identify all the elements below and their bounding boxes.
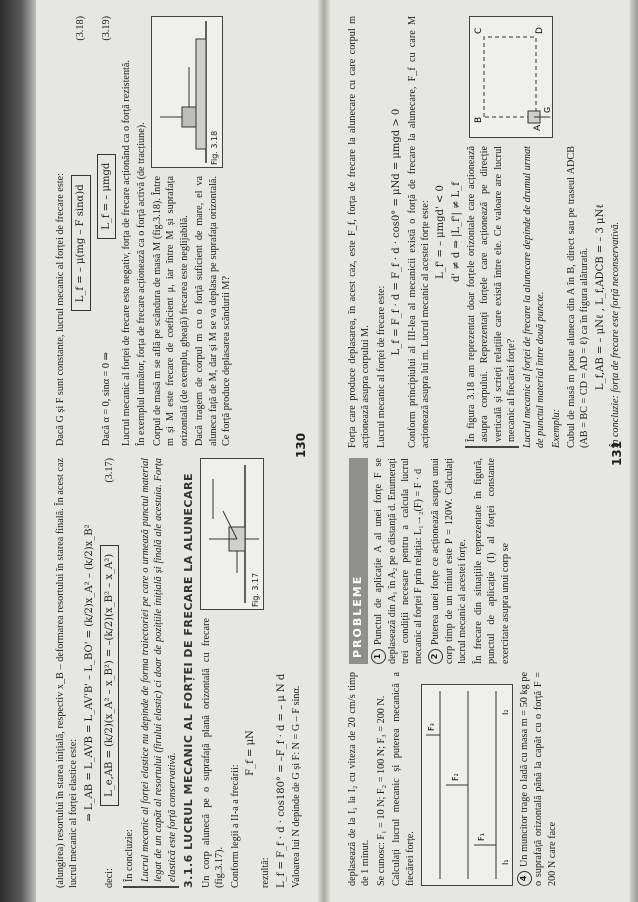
equation-3-17-number: (3.17) <box>103 458 115 483</box>
friction-work: L_f = F_f · d · cos180° = –F_f · d = – μ N d <box>275 673 287 888</box>
board-example-row <box>151 16 236 446</box>
problem-3-text: În frecare din situațiile reprezentate în figură, punctul de aplicație (I) al forței constante exercitate asupra unui corp se <box>472 458 511 664</box>
figure-3-17 <box>200 458 264 610</box>
equation-3-17-row <box>98 458 121 888</box>
cube-example-text <box>465 146 609 448</box>
square-path-drawing <box>470 17 552 137</box>
friction-intro-row <box>200 458 275 888</box>
board-example-p1: Corpul de masă m se află pe scândura de masă M (fig.3.18). Între m și M este frecare de coeficient μ, iar între M și suprafața orizontală (de exemplu, gheață) frecarea este neglijabilă. <box>151 176 190 446</box>
work-label: Lucrul mecanic al forței de frecare este: <box>375 285 387 448</box>
normal-force-note: Valoarea lui N depinde de G și F: N = G – F sinα. <box>290 685 302 888</box>
problem-2-text: Puterea unei forțe ce acționează asupra unui corp timp de un minut este P = 120W. Calculați lucrul mecanic al acestei forțe. <box>429 458 469 664</box>
third-law-text: Conform principiului al III-lea al mecanicii există o forță de frecare la alunecare, F_f cu care M acționează asupra lui m. Lucrul mecanic al acestei forțe este: <box>406 16 431 448</box>
section-title-3-1-6: 3.1.6 LUCRUL MECANIC AL FORȚEI DE FRECARE LA ALUNECARE <box>182 473 196 888</box>
deci-label: deci: <box>103 868 115 888</box>
equation-3-17: L_e,AB = (k/2)(x_A² – x_B²) = –(k/2)(x_B² – x_A²) <box>100 545 119 806</box>
cube-example-row <box>465 16 609 448</box>
label-F1: F₁ <box>477 833 487 841</box>
conclusion-label: În concluzie: <box>124 829 136 882</box>
figure-3-18-caption: Fig. 3.18 <box>210 130 220 165</box>
problem-4-number: 4 <box>517 871 532 886</box>
alpha-zero-text: Dacă α = 0, sinα = 0 ⇒ <box>100 351 112 446</box>
example-equation: L_f,AB = – μNℓ , L_f,ADCB = – 3 μNℓ <box>594 203 606 391</box>
equation-3-19-row <box>95 16 118 446</box>
nonconservative-conclusion: În concluzie: forța de frecare este forță neconservativă. <box>610 221 622 448</box>
problem-3-task: Calculați lucrul mecanic și puterea mecanică a fiecărei forțe. <box>391 672 416 886</box>
problem-4-text: Un muncitor trage o ladă cu masa m = 50 kg pe o suprafață orizontală până la capăt cu o forță F = 200 N care face <box>519 672 558 886</box>
page-number-131: 131 <box>610 440 624 466</box>
figure-3-18 <box>151 16 223 168</box>
board-example-p2: Dacă tragem de corpul m cu o forță suficient de mare, el va aluneca față de M, dar și M se va deplasa pe suprafața orizontală. Ce forță produce deplasarea scândurii M? <box>194 176 232 446</box>
equation-3-19-number: (3.19) <box>100 16 112 41</box>
label-D: D <box>534 27 545 34</box>
problems-header: PROBLEME <box>349 458 368 664</box>
path-dependence-text: Lucrul mecanic al forței de frecare la alunecare depinde de drumul urmat de punctul material între două puncte. <box>521 146 547 448</box>
equation-3-18: L_f = – μ(mg – F sinα)d <box>71 175 90 311</box>
friction-s2: Conform legii a II-a a frecării: <box>229 764 241 888</box>
example-text: Cubul de masă m poate aluneca din A în B, direct sau pe traseul ADCB (AB = BC = CD = AD = ℓ) ca în figura alăturată. <box>566 146 591 448</box>
equation-lab: ⇒ L_AB = L_AVB = L_AV'B' – L_BO' = (k/2)x_A² – (k/2)x_B² <box>83 524 95 822</box>
friction-intro-text <box>200 618 275 888</box>
problem-3-givens: Se cunosc: F₁ = 10 N; F₂ = 100 N; F₃ = 200 N. <box>375 695 387 886</box>
scanner-edge <box>0 0 36 902</box>
page-130-column-1 <box>54 458 312 888</box>
page-130-column-2 <box>54 16 312 446</box>
problem-2 <box>428 458 470 664</box>
friction-const-text: Dacă G și F sunt constante, lucrul mecanic al forței de frecare este: <box>55 173 66 446</box>
board-example-text <box>151 176 236 446</box>
figure-note: În figura 3.18 am reprezentat doar forțele orizontale care acționează asupra corpului. Reprezentați forțele care acționează pe direcție verticală și scrieți relațiile care există între ele. Ce valoare are lucrul mecanic al fiecărei forțe? <box>465 146 519 448</box>
friction-s4: rezultă: <box>260 857 272 888</box>
problem-1-text: Punctul de aplicație A al unei forțe F se deplasează din A₁ în A₂ pe o distanță d. Enumerați trei condiții necesare pentru a calcula lucrul mecanic al forței F prin relația: L₁→₂(F) = F · d <box>372 458 425 664</box>
label-F2: F₂ <box>451 773 461 781</box>
figure-3-17-caption: Fig. 3.17 <box>251 572 261 607</box>
page-131 <box>336 10 628 896</box>
page-131-column-3 <box>346 672 628 886</box>
friction-s1: Un corp alunecă pe o suprafață plană orizontală cu frecare (fig.3.17). <box>200 618 226 888</box>
example-label: Exemplu: <box>550 408 562 448</box>
label-C: C <box>473 27 484 34</box>
equation-inequality: d' ≠ d ⇒ |L_f'| ≠ L_f <box>450 182 462 282</box>
negative-work-text: Lucrul mecanic al forței de frecare este negativ, forța de frecare acționând ca o forță rezistentă. <box>120 60 132 446</box>
problem-4 <box>517 672 559 886</box>
problem-1 <box>371 458 426 664</box>
problem-1-number: 1 <box>371 649 386 664</box>
book-gutter <box>317 0 331 902</box>
equation-3-19: L_f = – μmgd <box>97 154 116 239</box>
equation-3-18-row <box>69 16 92 446</box>
page-edge <box>630 0 638 902</box>
page-131-column-2 <box>346 458 628 664</box>
page-130 <box>44 10 312 896</box>
equation-positive-work: L_f = F_f · d = F_f · d · cos0° = μNd = μmgd > 0 <box>391 108 403 356</box>
equation-3-18-number: (3.18) <box>75 16 87 41</box>
driving-force-text: Forța care produce deplasarea, în acest caz, este F_f, forța de frecare la alunecare cu care corpul m acționează asupra corpului M. <box>347 16 372 448</box>
conclusion-block <box>123 458 179 888</box>
label-I1: I₁ <box>501 859 511 865</box>
elastic-intro: (alungirea) resortului în starea inițială, respectiv x_B – deformarea resortului în starea finală. În acest caz lucrul mecanic al forței elastice este: <box>55 458 80 888</box>
conclusion-text: Lucrul mecanic al forței elastice nu depinde de forma traiectoriei pe care o urmează punctul material legat de un capăt al resortului (firului elastic) ci doar de pozițiile inițială și finală ale acestuia. Forța elastică este forță conservativă. <box>139 458 178 882</box>
label-F3: F₃ <box>427 723 437 731</box>
problem-3-drawing <box>422 685 512 885</box>
label-A: A <box>532 124 543 131</box>
friction-law: F_f = μN <box>244 730 256 776</box>
label-G: G <box>542 106 552 113</box>
problem-2-number: 2 <box>428 649 443 664</box>
label-B: B <box>473 116 484 123</box>
page-number-130: 130 <box>294 432 308 458</box>
problem-3-figure <box>421 684 513 886</box>
problem-3-cont-1: deplasează de la I₁ la I₂ cu viteza de 20 cm/s timp de 1 minut. <box>347 672 372 886</box>
square-path-figure <box>469 16 553 138</box>
equation-negative-work: L_f' = – μmgd' < 0 <box>435 185 447 279</box>
page-131-column-1 <box>346 16 628 448</box>
label-I2: I₂ <box>501 709 511 715</box>
active-force-text: În exemplul următor, forța de frecare acționează ca o forță activă (de tracțiune). <box>136 122 148 446</box>
